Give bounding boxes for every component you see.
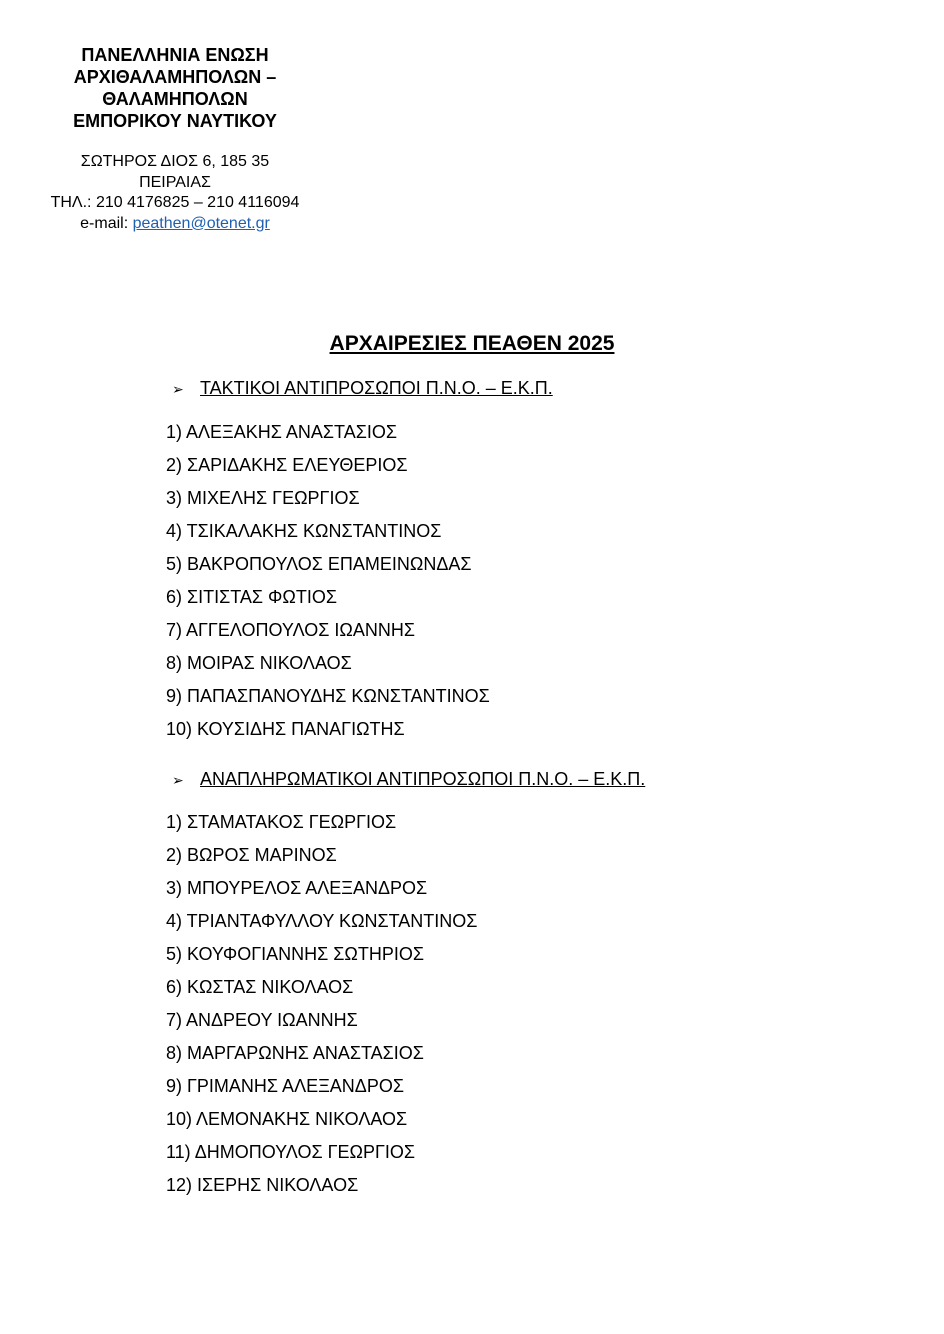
list-item: 8) ΜΟΙΡΑΣ ΝΙΚΟΛΑΟΣ bbox=[166, 653, 352, 673]
org-name-line: ΠΑΝΕΛΛΗΝΙΑ ΕΝΩΣΗ bbox=[81, 45, 269, 65]
list-item: 5) ΒΑΚΡΟΠΟΥΛΟΣ ΕΠΑΜΕΙΝΩΝΔΑΣ bbox=[166, 554, 472, 574]
address-line: ΣΩΤΗΡΟΣ ΔΙΟΣ 6, 185 35 bbox=[80, 153, 270, 170]
section-heading-text: ΑΝΑΠΛΗΡΩΜΑΤΙΚΟΙ ΑΝΤΙΠΡΟΣΩΠΟΙ Π.Ν.Ο. – Ε.Κ.Π. bbox=[200, 769, 646, 789]
arrow-bullet-icon: ➢ bbox=[172, 381, 184, 397]
list-item: 3) ΜΠΟΥΡΕΛΟΣ ΑΛΕΞΑΝΔΡΟΣ bbox=[166, 878, 428, 898]
list-item: 5) ΚΟΥΦΟΓΙΑΝΝΗΣ ΣΩΤΗΡΙΟΣ bbox=[166, 944, 424, 964]
list-item: 1) ΣΤΑΜΑΤΑΚΟΣ ΓΕΩΡΓΙΟΣ bbox=[166, 812, 397, 832]
list-item: 9) ΓΡΙΜΑΝΗΣ ΑΛΕΞΑΝΔΡΟΣ bbox=[166, 1076, 404, 1096]
list-item: 2) ΒΩΡΟΣ ΜΑΡΙΝΟΣ bbox=[166, 845, 337, 865]
letterhead bbox=[30, 44, 320, 234]
organization-name bbox=[30, 44, 320, 132]
email-label: e-mail: bbox=[80, 214, 133, 232]
org-name-line: ΕΜΠΟΡΙΚΟΥ ΝΑΥΤΙΚΟΥ bbox=[73, 111, 277, 131]
address-city: ΠΕΙΡΑΙΑΣ bbox=[139, 173, 211, 191]
list-item: 2) ΣΑΡΙΔΑΚΗΣ ΕΛΕΥΘΕΡΙΟΣ bbox=[166, 455, 408, 475]
substitute-representatives-list bbox=[166, 810, 477, 1206]
section-heading-substitute bbox=[172, 767, 645, 792]
org-name-line: ΘΑΛΑΜΗΠΟΛΩΝ bbox=[102, 89, 248, 109]
list-item: 7) ΑΓΓΕΛΟΠΟΥΛΟΣ ΙΩΑΝΝΗΣ bbox=[166, 620, 415, 640]
list-item: 4) ΤΡΙΑΝΤΑΦΥΛΛΟΥ ΚΩΝΣΤΑΝΤΙΝΟΣ bbox=[166, 911, 478, 931]
arrow-bullet-icon: ➢ bbox=[172, 772, 184, 788]
phone-numbers: ΤΗΛ.: 210 4176825 – 210 4116094 bbox=[50, 194, 300, 211]
list-item: 12) ΙΣΕΡΗΣ ΝΙΚΟΛΑΟΣ bbox=[166, 1175, 359, 1195]
list-item: 11) ΔΗΜΟΠΟΥΛΟΣ ΓΕΩΡΓΙΟΣ bbox=[166, 1142, 415, 1162]
list-item: 10) ΛΕΜΟΝΑΚΗΣ ΝΙΚΟΛΑΟΣ bbox=[166, 1109, 408, 1129]
email-link[interactable]: peathen@otenet.gr bbox=[132, 214, 270, 232]
regular-representatives-list bbox=[166, 420, 490, 750]
list-item: 8) ΜΑΡΓΑΡΩΝΗΣ ΑΝΑΣΤΑΣΙΟΣ bbox=[166, 1043, 424, 1063]
org-name-line: ΑΡΧΙΘΑΛΑΜΗΠΟΛΩΝ – bbox=[73, 67, 277, 87]
list-item: 4) ΤΣΙΚΑΛΑΚΗΣ ΚΩΝΣΤΑΝΤΙΝΟΣ bbox=[166, 521, 442, 541]
list-item: 3) ΜΙΧΕΛΗΣ ΓΕΩΡΓΙΟΣ bbox=[166, 488, 360, 508]
contact-info bbox=[30, 152, 320, 234]
document-title bbox=[0, 330, 944, 358]
section-heading-regular bbox=[172, 376, 553, 401]
list-item: 6) ΣΙΤΙΣΤΑΣ ΦΩΤΙΟΣ bbox=[166, 587, 337, 607]
list-item: 10) ΚΟΥΣΙΔΗΣ ΠΑΝΑΓΙΩΤΗΣ bbox=[166, 719, 405, 739]
section-heading-text: ΤΑΚΤΙΚΟΙ ΑΝΤΙΠΡΟΣΩΠΟΙ Π.Ν.Ο. – Ε.Κ.Π. bbox=[200, 378, 553, 398]
list-item: 7) ΑΝΔΡΕΟΥ ΙΩΑΝΝΗΣ bbox=[166, 1010, 358, 1030]
list-item: 6) ΚΩΣΤΑΣ ΝΙΚΟΛΑΟΣ bbox=[166, 977, 354, 997]
email-row bbox=[30, 214, 320, 235]
title-text: ΑΡΧΑΙΡΕΣΙΕΣ ΠΕΑΘΕΝ 2025 bbox=[329, 332, 615, 355]
list-item: 9) ΠΑΠΑΣΠΑΝΟΥΔΗΣ ΚΩΝΣΤΑΝΤΙΝΟΣ bbox=[166, 686, 490, 706]
list-item: 1) ΑΛΕΞΑΚΗΣ ΑΝΑΣΤΑΣΙΟΣ bbox=[166, 422, 397, 442]
